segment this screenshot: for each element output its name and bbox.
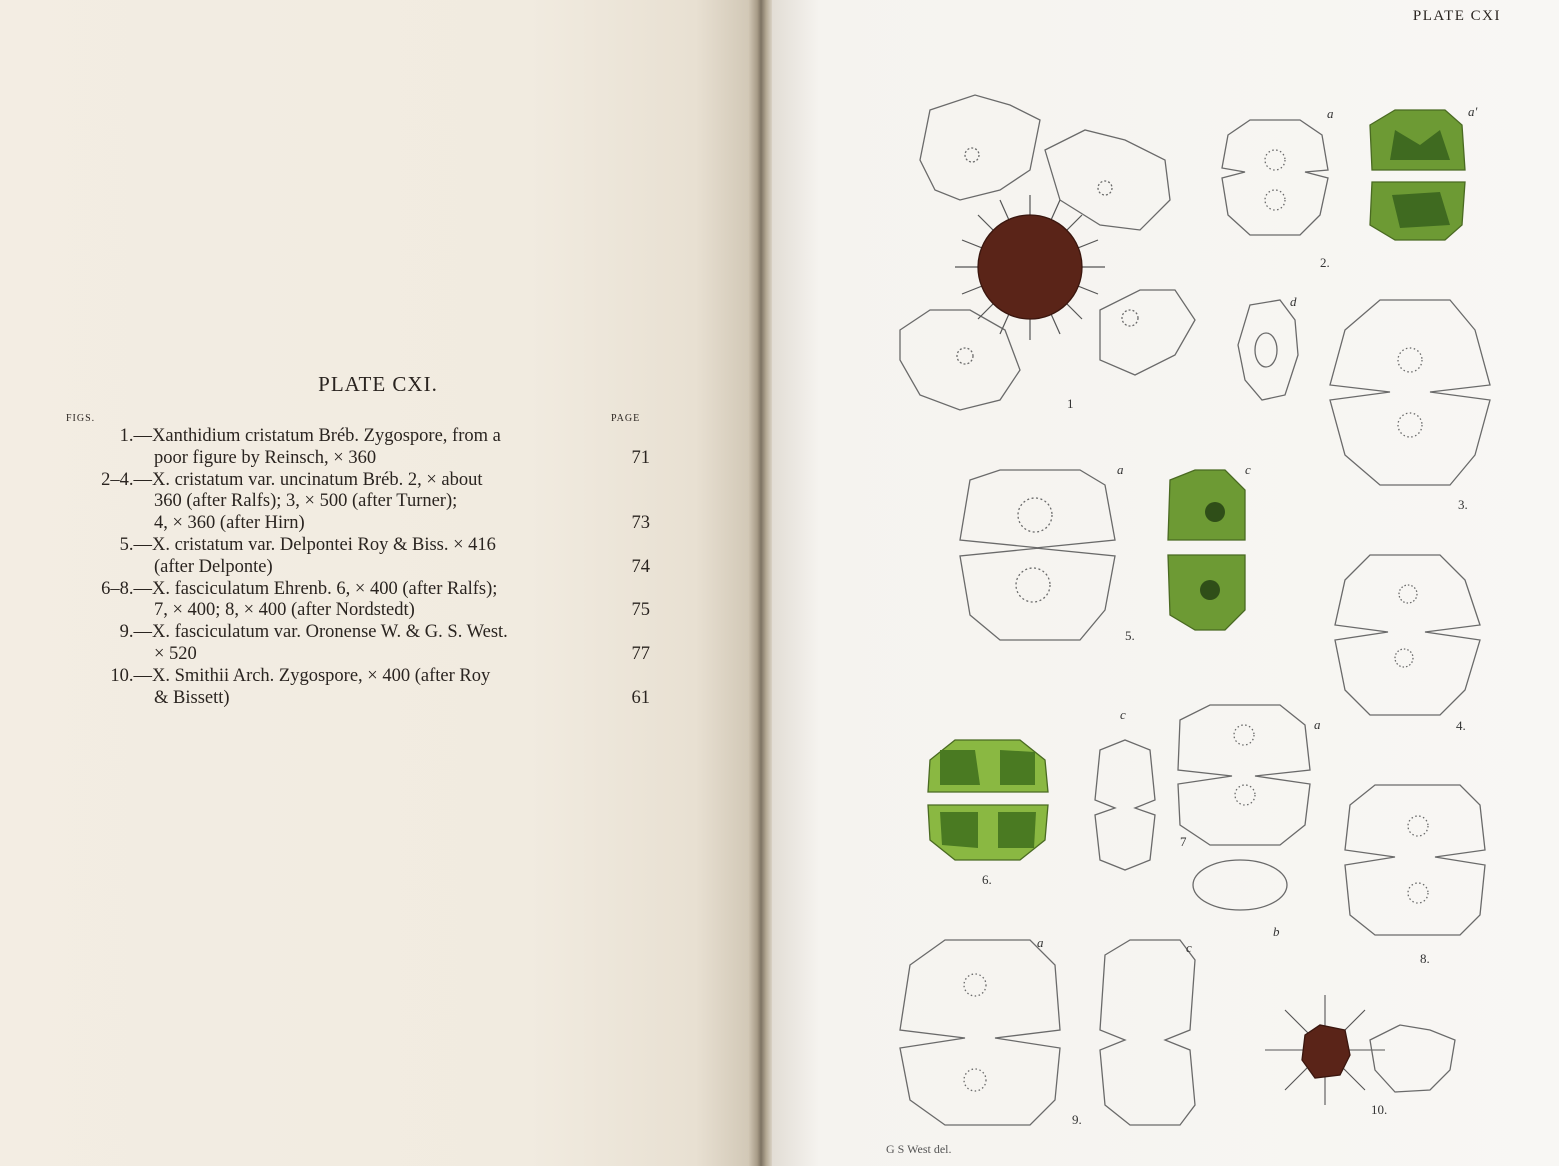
figure-letter: a' bbox=[1468, 104, 1478, 119]
fig-caption: X. fasciculatum var. Oronense W. & G. S. West. bbox=[152, 622, 508, 643]
figure-6-colored-cell bbox=[928, 740, 1048, 860]
page-ref: 61 bbox=[631, 687, 650, 708]
figure-8-cell bbox=[1345, 785, 1485, 935]
plate-label: PLATE CXI bbox=[1412, 8, 1501, 24]
fig-number: 2–4.— bbox=[101, 469, 152, 490]
fig-caption: 360 (after Ralfs); 3, × 500 (after Turner); bbox=[154, 491, 458, 512]
legend-entry bbox=[66, 535, 650, 579]
figure-letter: c bbox=[1245, 462, 1251, 477]
page-ref: 73 bbox=[631, 513, 650, 534]
fig-caption: X. cristatum var. uncinatum Bréb. 2, × about bbox=[152, 469, 483, 490]
figure-letter: a bbox=[1037, 935, 1044, 950]
fig-caption: X. fasciculatum Ehrenb. 6, × 400 (after Ralfs); bbox=[152, 578, 498, 599]
page-header: PAGE bbox=[611, 413, 641, 424]
plate-legend bbox=[66, 426, 650, 709]
zygospore-icon bbox=[978, 215, 1082, 319]
plate-title: PLATE CXI. bbox=[318, 372, 438, 396]
figure-5-cell bbox=[960, 470, 1115, 640]
page-ref: 77 bbox=[631, 643, 650, 664]
figure-number: 3. bbox=[1458, 497, 1468, 512]
fig-number: 1.— bbox=[119, 426, 152, 446]
legend-entry bbox=[66, 579, 650, 623]
figure-number: 4. bbox=[1456, 718, 1466, 733]
fig-caption: poor figure by Reinsch, × 360 bbox=[154, 447, 377, 468]
fig-number: 5.— bbox=[119, 534, 152, 555]
page-ref: 74 bbox=[631, 556, 650, 577]
fig-caption: X. Smithii Arch. Zygospore, × 400 (after Roy bbox=[152, 665, 491, 686]
figure-letter: a bbox=[1327, 106, 1334, 121]
page-ref: 75 bbox=[631, 600, 650, 621]
fig-caption: × 520 bbox=[154, 643, 197, 664]
fig-number: 9.— bbox=[119, 622, 152, 643]
figure-5-colored-cell bbox=[1168, 470, 1245, 630]
figure-letter: b bbox=[1273, 924, 1280, 939]
fig-caption: Xanthidium cristatum Bréb. Zygospore, from a bbox=[152, 426, 501, 446]
legend-entry bbox=[66, 426, 650, 470]
fig-caption: 4, × 360 (after Hirn) bbox=[154, 513, 305, 534]
figure-letter: d bbox=[1290, 294, 1297, 309]
legend-entry bbox=[66, 470, 650, 535]
fig-number: 10.— bbox=[110, 665, 152, 686]
figure-number: 8. bbox=[1420, 951, 1430, 966]
figure-2-colored-cell bbox=[1370, 110, 1465, 240]
figure-9-cells bbox=[900, 940, 1195, 1125]
figure-number: 5. bbox=[1125, 628, 1135, 643]
figure-number: 9. bbox=[1072, 1112, 1082, 1127]
figs-header: FIGS. bbox=[66, 413, 96, 424]
figure-7-cells bbox=[1095, 705, 1310, 910]
page-ref: 71 bbox=[631, 447, 650, 468]
figure-letter: a bbox=[1314, 717, 1321, 732]
fig-caption: (after Delponte) bbox=[154, 556, 273, 577]
figure-letter: a bbox=[1117, 462, 1124, 477]
figure-4-cell bbox=[1335, 555, 1480, 715]
fig-number: 6–8.— bbox=[101, 578, 152, 599]
fig-caption: & Bissett) bbox=[154, 687, 230, 708]
figure-10 bbox=[1265, 995, 1455, 1105]
legend-entry bbox=[66, 622, 650, 666]
figure-letter: c bbox=[1186, 940, 1192, 955]
legend-entry bbox=[66, 666, 650, 710]
zygospore-small-icon bbox=[1302, 1025, 1350, 1078]
figure-number: 1 bbox=[1067, 396, 1074, 411]
figure-number: 6. bbox=[982, 872, 992, 887]
figure-number: 10. bbox=[1371, 1102, 1388, 1117]
figure-letter: c bbox=[1120, 707, 1126, 722]
figure-number: 2. bbox=[1320, 255, 1330, 270]
fig-caption: X. cristatum var. Delpontei Roy & Biss. × 416 bbox=[152, 534, 496, 555]
book-gutter bbox=[748, 0, 774, 1166]
plate-illustrations bbox=[772, 0, 1559, 1166]
fig-caption: 7, × 400; 8, × 400 (after Nordstedt) bbox=[154, 600, 415, 621]
artist-signature: G S West del. bbox=[886, 1142, 952, 1156]
figure-number: 7 bbox=[1180, 834, 1187, 849]
figure-2-cells bbox=[1222, 120, 1328, 400]
figure-3-cell bbox=[1330, 300, 1490, 485]
